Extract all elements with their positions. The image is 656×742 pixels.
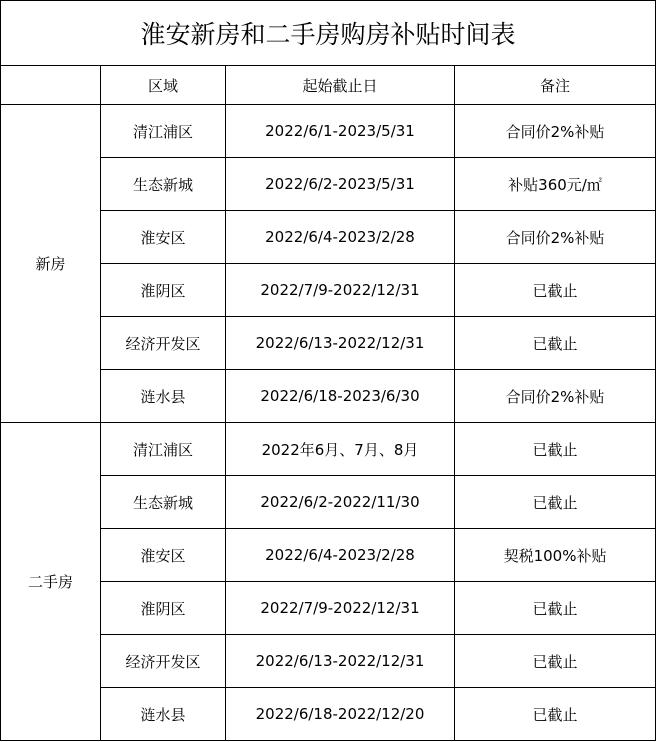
period-cell: 2022/6/13-2022/12/31 <box>226 317 455 370</box>
note-cell: 已截止 <box>455 423 656 476</box>
period-cell: 2022/6/13-2022/12/31 <box>226 635 455 688</box>
header-period: 起始截止日 <box>226 66 455 105</box>
period-cell: 2022/6/18-2023/6/30 <box>226 370 455 423</box>
period-cell: 2022/6/2-2022/11/30 <box>226 476 455 529</box>
region-cell: 清江浦区 <box>101 423 226 476</box>
period-cell: 2022/6/2-2023/5/31 <box>226 158 455 211</box>
note-cell: 契税100%补贴 <box>455 529 656 582</box>
header-category <box>1 66 101 105</box>
region-cell: 清江浦区 <box>101 105 226 158</box>
region-cell: 淮阴区 <box>101 264 226 317</box>
period-cell: 2022/6/18-2022/12/20 <box>226 688 455 741</box>
period-cell: 2022/7/9-2022/12/31 <box>226 582 455 635</box>
region-cell: 淮阴区 <box>101 582 226 635</box>
note-cell: 合同价2%补贴 <box>455 370 656 423</box>
period-cell: 2022/6/4-2023/2/28 <box>226 529 455 582</box>
region-cell: 生态新城 <box>101 158 226 211</box>
region-cell: 淮安区 <box>101 211 226 264</box>
header-region: 区域 <box>101 66 226 105</box>
note-cell: 已截止 <box>455 264 656 317</box>
note-cell: 已截止 <box>455 635 656 688</box>
note-cell: 已截止 <box>455 688 656 741</box>
region-cell: 涟水县 <box>101 688 226 741</box>
note-cell: 补贴360元/㎡ <box>455 158 656 211</box>
period-cell: 2022/6/4-2023/2/28 <box>226 211 455 264</box>
region-cell: 生态新城 <box>101 476 226 529</box>
note-cell: 合同价2%补贴 <box>455 211 656 264</box>
table-title: 淮安新房和二手房购房补贴时间表 <box>1 1 656 66</box>
group-label: 新房 <box>1 105 101 423</box>
period-cell: 2022年6月、7月、8月 <box>226 423 455 476</box>
region-cell: 经济开发区 <box>101 317 226 370</box>
region-cell: 淮安区 <box>101 529 226 582</box>
note-cell: 已截止 <box>455 582 656 635</box>
header-note: 备注 <box>455 66 656 105</box>
note-cell: 已截止 <box>455 317 656 370</box>
region-cell: 经济开发区 <box>101 635 226 688</box>
period-cell: 2022/7/9-2022/12/31 <box>226 264 455 317</box>
table-row <box>1 423 656 476</box>
region-cell: 涟水县 <box>101 370 226 423</box>
period-cell: 2022/6/1-2023/5/31 <box>226 105 455 158</box>
group-label: 二手房 <box>1 423 101 741</box>
table-row <box>1 105 656 158</box>
header-row <box>1 66 656 105</box>
note-cell: 合同价2%补贴 <box>455 105 656 158</box>
note-cell: 已截止 <box>455 476 656 529</box>
